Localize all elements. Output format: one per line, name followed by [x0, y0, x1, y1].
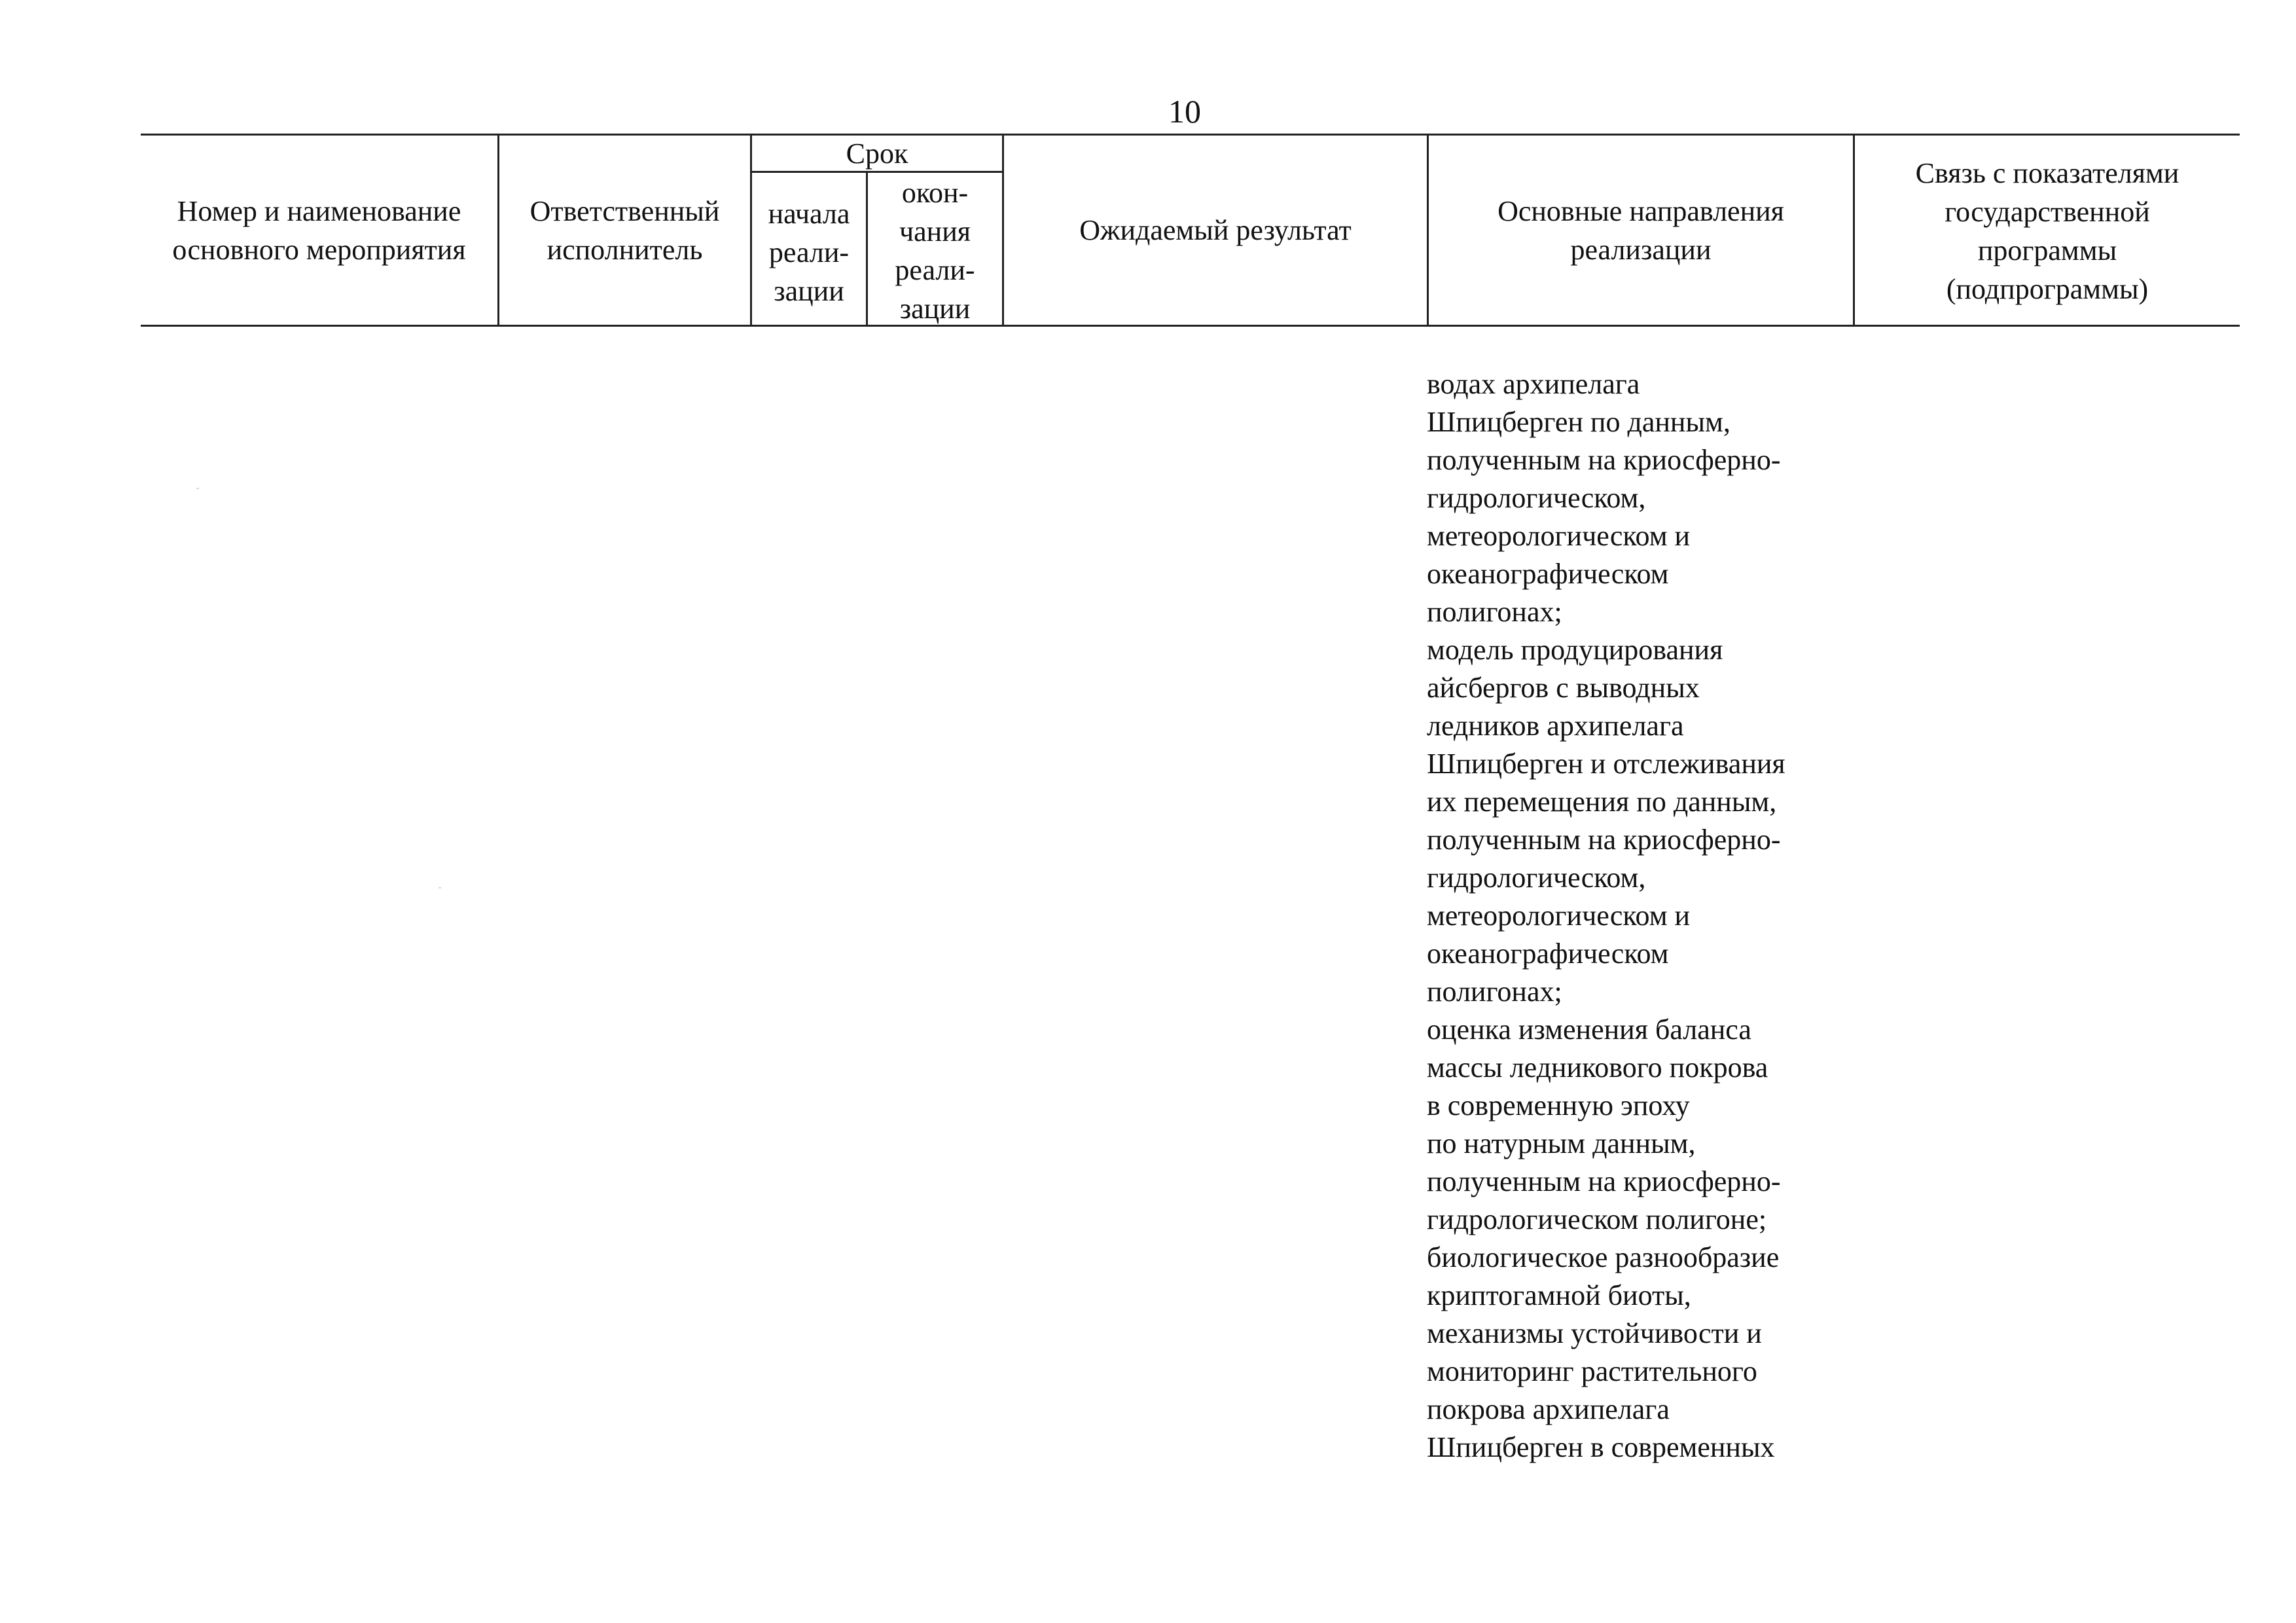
text-line: океанографическом: [1427, 938, 1669, 970]
text-line: по натурным данным,: [1427, 1127, 1696, 1159]
text-line: гидрологическом,: [1427, 482, 1646, 514]
text-line: метеорологическом и: [1427, 520, 1691, 552]
text-line: ледников архипелага: [1427, 710, 1684, 742]
text-line: Шпицберген по данным,: [1427, 406, 1731, 438]
header-main-directions: Основные направления реализации: [1498, 195, 1784, 266]
page-number: 10: [1168, 93, 1201, 130]
text-line: оценка изменения баланса: [1427, 1013, 1751, 1046]
header-term-start: начала реали- зации: [768, 198, 850, 307]
header-responsible-executor: Ответственный исполнитель: [529, 195, 720, 266]
text-line: механизмы устойчивости и: [1427, 1317, 1762, 1349]
text-line: в современную эпоху: [1427, 1089, 1690, 1122]
text-line: полученным на криосферно-: [1427, 1165, 1781, 1197]
text-line: мониторинг растительного: [1427, 1355, 1757, 1387]
header-term: Срок: [846, 137, 908, 170]
text-line: Шпицберген в современных: [1427, 1431, 1775, 1463]
text-line: модель продуцирования: [1427, 634, 1723, 666]
text-line: полигонах;: [1427, 976, 1562, 1008]
text-line: криптогамной биоты,: [1427, 1279, 1691, 1311]
directions-column-text: [1427, 365, 1859, 1467]
text-line: биологическое разнообразие: [1427, 1241, 1780, 1273]
text-line: покрова архипелага: [1427, 1393, 1670, 1425]
text-line: метеорологическом и: [1427, 900, 1691, 932]
text-line: океанографическом: [1427, 558, 1669, 590]
text-line: айсбергов с выводных: [1427, 672, 1700, 704]
table-header-bottom-border: [141, 325, 2240, 327]
header-event-name: Номер и наименование основного мероприятия: [172, 195, 466, 266]
text-line: водах архипелага: [1427, 368, 1640, 400]
text-line: массы ледникового покрова: [1427, 1051, 1768, 1084]
text-line: полученным на криосферно-: [1427, 824, 1781, 856]
header-expected-result: Ожидаемый результат: [1079, 214, 1352, 246]
header-program-link: Связь с показателями государственной программы (подпрограммы): [1915, 157, 2179, 305]
scan-speck: [196, 488, 199, 489]
text-line: Шпицберген и отслеживания: [1427, 748, 1785, 780]
scan-speck: [439, 887, 441, 888]
table-top-border: [141, 134, 2240, 136]
text-line: гидрологическом,: [1427, 862, 1646, 894]
text-line: полученным на криосферно-: [1427, 444, 1781, 476]
text-line: полигонах;: [1427, 596, 1562, 628]
text-line: гидрологическом полигоне;: [1427, 1203, 1767, 1235]
header-term-end: окон- чания реали- зации: [895, 177, 975, 325]
text-line: их перемещения по данным,: [1427, 786, 1777, 818]
